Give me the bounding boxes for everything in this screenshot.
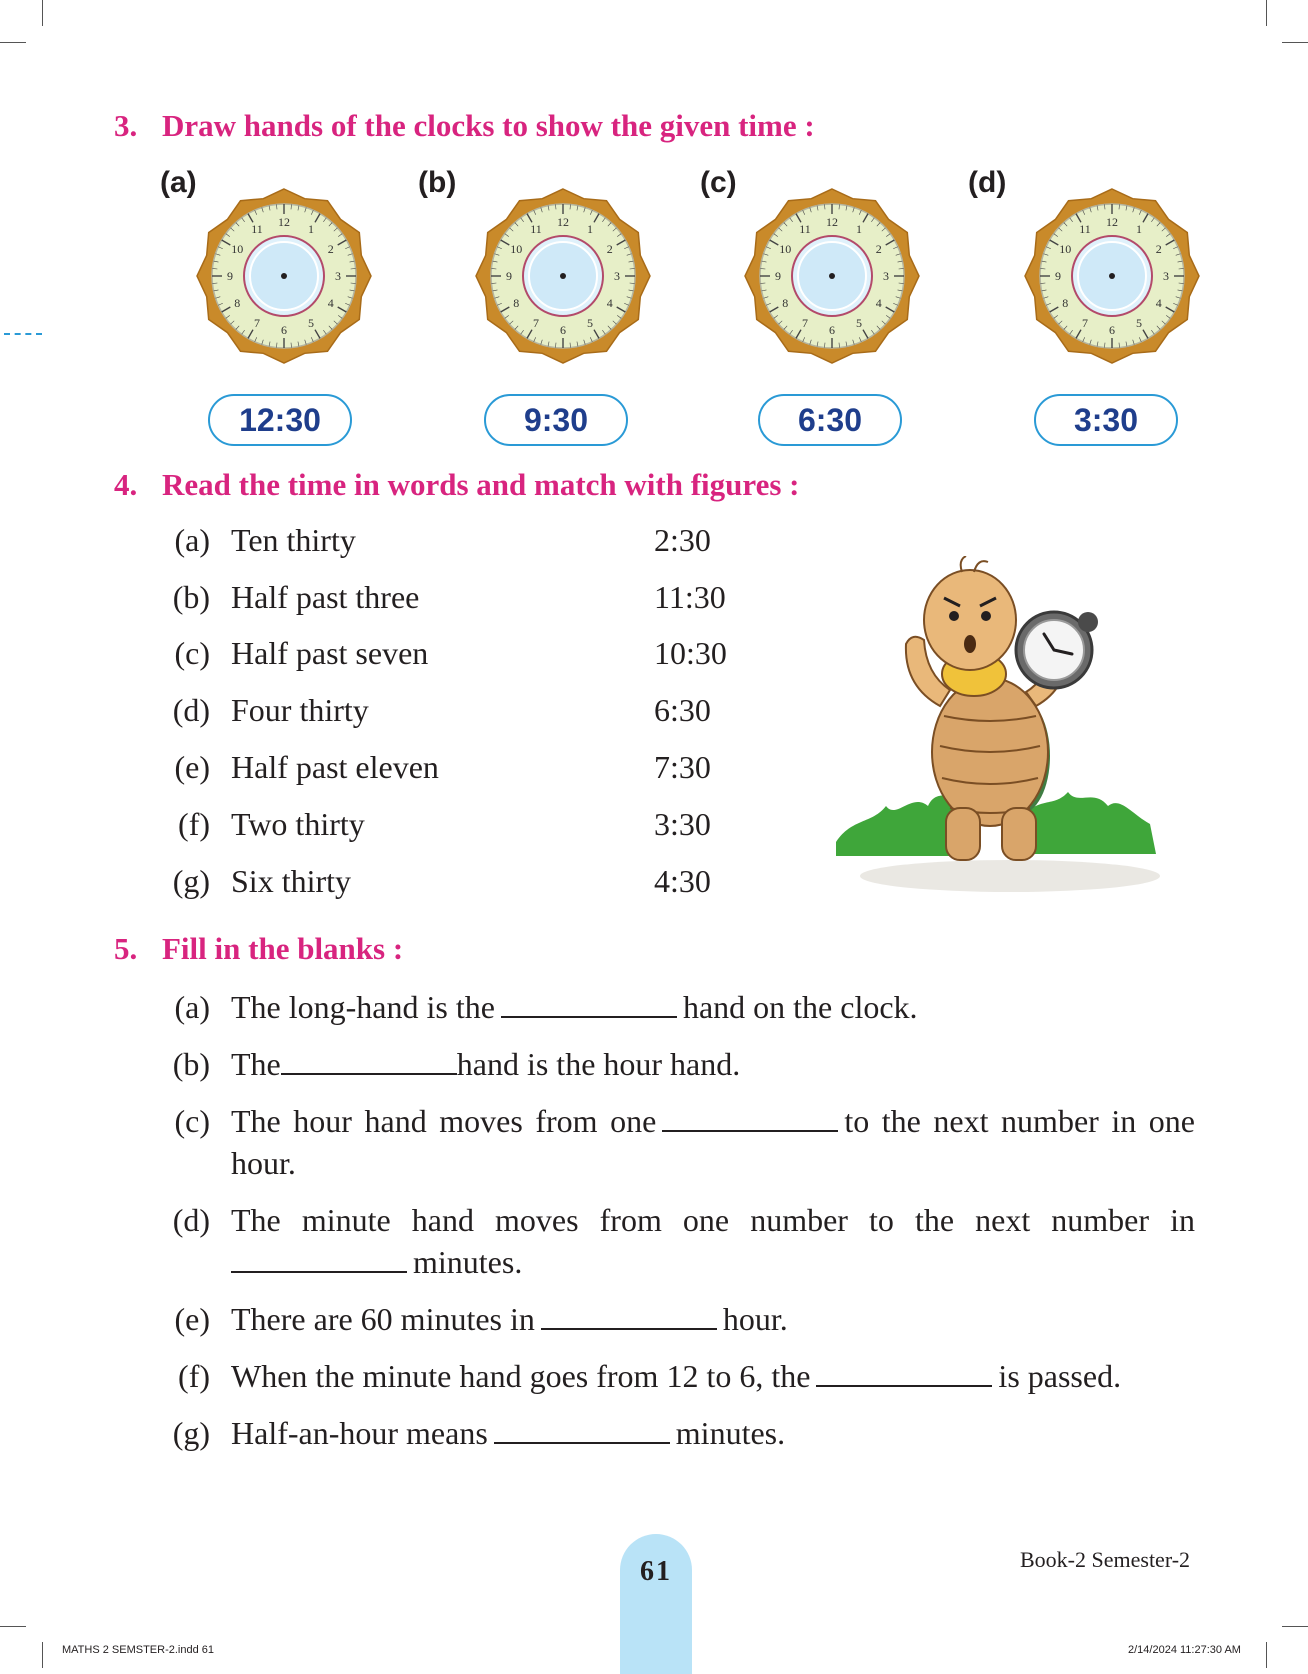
clock-label-c: (c) xyxy=(700,166,737,199)
clock-number: 11 xyxy=(251,222,263,237)
clock-center-dot xyxy=(1109,273,1115,279)
crop-mark xyxy=(1266,0,1267,26)
fill-row-b xyxy=(160,1043,1195,1085)
match-figure[interactable]: 2:30 xyxy=(654,522,711,558)
book-label: Book-2 Semester-2 xyxy=(1020,1547,1191,1572)
match-label: (g) xyxy=(172,863,210,899)
clock-number: 5 xyxy=(587,315,593,330)
clock-number: 1 xyxy=(308,222,314,237)
page-number: 61 xyxy=(640,1556,672,1587)
clock-number: 7 xyxy=(802,315,808,330)
time-box-c: 6:30 xyxy=(758,394,902,446)
fill-text-after: to the next number in one hour. xyxy=(231,1103,1196,1181)
blank-line[interactable] xyxy=(231,1241,407,1273)
q5-number: 5. xyxy=(114,931,138,966)
crop-mark xyxy=(1266,1642,1267,1668)
match-label: (d) xyxy=(172,692,210,728)
fill-label: (d) xyxy=(172,1202,210,1238)
q5-title: Fill in the blanks : xyxy=(162,931,404,966)
fill-text-after: hand is the hour hand. xyxy=(456,1046,741,1082)
held-clock-bell xyxy=(1078,612,1098,632)
clock-number: 8 xyxy=(782,296,789,310)
fill-text-after: minutes. xyxy=(675,1415,786,1451)
match-words[interactable]: Four thirty xyxy=(231,692,369,728)
fill-text-after: hour. xyxy=(722,1301,788,1337)
clock-number: 10 xyxy=(510,242,523,256)
clock-center-dot xyxy=(281,273,287,279)
match-label: (c) xyxy=(174,635,210,671)
q5-heading xyxy=(114,931,403,967)
match-words[interactable]: Half past eleven xyxy=(231,749,439,785)
grass xyxy=(1022,792,1156,854)
tortoise-head xyxy=(924,570,1016,670)
q3-heading xyxy=(114,108,815,144)
fill-label: (c) xyxy=(174,1103,210,1139)
blank-line[interactable] xyxy=(494,1412,670,1444)
ground-shadow xyxy=(860,860,1160,892)
clock-label-a: (a) xyxy=(160,166,197,199)
clock-number: 12 xyxy=(278,215,290,229)
fill-text-after: hand on the clock. xyxy=(682,989,918,1025)
fill-text-before: There are 60 minutes in xyxy=(231,1301,535,1337)
clock-number: 8 xyxy=(1062,296,1069,310)
blank-line[interactable] xyxy=(816,1355,992,1387)
clock-number: 1 xyxy=(1136,222,1142,237)
clock-number: 1 xyxy=(587,222,593,237)
clock-number: 12 xyxy=(826,215,838,229)
match-label: (b) xyxy=(172,579,210,615)
left-eye xyxy=(949,611,959,621)
clock-number: 6 xyxy=(1109,323,1115,337)
clock-number: 3 xyxy=(883,269,889,283)
match-words[interactable]: Half past seven xyxy=(231,635,429,671)
blank-line[interactable] xyxy=(541,1298,717,1330)
crop-mark xyxy=(42,0,43,26)
margin-dashes xyxy=(4,333,42,335)
q3-number: 3. xyxy=(114,108,138,143)
fill-label: (f) xyxy=(178,1358,210,1394)
clock-number: 5 xyxy=(856,315,862,330)
crop-mark xyxy=(1282,1626,1308,1627)
clock-number: 3 xyxy=(1163,269,1169,283)
fill-row-c xyxy=(160,1100,1195,1184)
mouth xyxy=(964,635,976,653)
q4-number: 4. xyxy=(114,467,138,502)
crop-mark xyxy=(0,1626,26,1627)
clock-number: 4 xyxy=(1155,296,1162,310)
fill-text-before: When the minute hand goes from 12 to 6, the xyxy=(231,1358,811,1394)
clock-number: 12 xyxy=(1106,215,1118,229)
clock-number: 7 xyxy=(533,315,539,330)
q3-title: Draw hands of the clocks to show the given time : xyxy=(162,108,815,143)
match-words[interactable]: Half past three xyxy=(231,579,420,615)
fill-label: (e) xyxy=(174,1301,210,1337)
clock-number: 10 xyxy=(231,242,244,256)
print-timestamp: 2/14/2024 11:27:30 AM xyxy=(1128,1644,1241,1656)
match-figure[interactable]: 11:30 xyxy=(654,579,726,615)
crop-mark xyxy=(1282,42,1308,43)
tortoise-with-clock-illustration xyxy=(832,556,1188,896)
clock-number: 6 xyxy=(560,323,566,337)
clock-number: 11 xyxy=(799,222,811,237)
fill-text-before: Half-an-hour means xyxy=(231,1415,488,1451)
clock-number: 11 xyxy=(1079,222,1091,237)
fill-text-before: The xyxy=(231,1046,281,1082)
fill-text-before: The minute hand moves from one number to the next number in xyxy=(231,1202,1195,1238)
clock-number: 6 xyxy=(829,323,835,337)
clock-center-dot xyxy=(560,273,566,279)
q4-heading xyxy=(114,467,800,503)
clock-number: 8 xyxy=(513,296,520,310)
grass xyxy=(836,792,960,856)
match-label: (e) xyxy=(174,749,210,785)
clock-face-c[interactable] xyxy=(744,188,920,364)
match-words[interactable]: Ten thirty xyxy=(231,522,356,558)
clock-number: 6 xyxy=(281,323,287,337)
q4-title: Read the time in words and match with figures : xyxy=(162,467,800,502)
clock-number: 2 xyxy=(875,242,882,256)
clock-center-dot xyxy=(829,273,835,279)
clock-face-a[interactable] xyxy=(196,188,372,364)
fill-text-before: The hour hand moves from one xyxy=(231,1103,657,1139)
clock-number: 5 xyxy=(308,315,314,330)
fill-row-g xyxy=(160,1412,1195,1454)
fill-row-e xyxy=(160,1298,1195,1340)
clock-face-b[interactable] xyxy=(475,188,651,364)
right-eye xyxy=(981,611,991,621)
clock-number: 12 xyxy=(557,215,569,229)
match-words[interactable]: Six thirty xyxy=(231,863,352,899)
time-box-a: 12:30 xyxy=(208,394,352,446)
fill-label: (g) xyxy=(172,1415,210,1451)
file-slug: MATHS 2 SEMSTER-2.indd 61 xyxy=(62,1644,215,1656)
clock-number: 2 xyxy=(327,242,334,256)
match-figure[interactable]: 7:30 xyxy=(654,749,711,785)
clock-number: 11 xyxy=(530,222,542,237)
clock-number: 7 xyxy=(254,315,260,330)
clock-number: 4 xyxy=(875,296,882,310)
clock-label-d: (d) xyxy=(968,166,1007,199)
clock-number: 9 xyxy=(1055,269,1061,283)
clock-number: 9 xyxy=(227,269,233,283)
clock-number: 2 xyxy=(1155,242,1162,256)
time-box-d: 3:30 xyxy=(1034,394,1178,446)
crop-mark xyxy=(0,42,26,43)
fill-text-before: The long-hand is the xyxy=(231,989,495,1025)
blank-line[interactable] xyxy=(281,1043,457,1075)
fill-row-a xyxy=(160,986,1195,1028)
clock-number: 9 xyxy=(775,269,781,283)
clock-label-b: (b) xyxy=(418,166,457,199)
fill-row-f xyxy=(160,1355,1195,1397)
clock-number: 8 xyxy=(234,296,241,310)
fill-label: (b) xyxy=(172,1046,210,1082)
clock-face-d[interactable] xyxy=(1024,188,1200,364)
clock-number: 3 xyxy=(614,269,620,283)
clock-number: 4 xyxy=(606,296,613,310)
fill-text-after: minutes. xyxy=(413,1244,523,1280)
clock-number: 10 xyxy=(1059,242,1072,256)
match-figure[interactable]: 10:30 xyxy=(654,635,727,671)
match-figure[interactable]: 3:30 xyxy=(654,806,711,842)
fill-label: (a) xyxy=(174,989,210,1025)
blank-line[interactable] xyxy=(662,1100,838,1132)
left-leg xyxy=(946,808,980,860)
match-words[interactable]: Two thirty xyxy=(231,806,365,842)
match-label: (a) xyxy=(174,522,210,558)
match-label: (f) xyxy=(178,806,210,842)
clock-number: 5 xyxy=(1136,315,1142,330)
clock-number: 7 xyxy=(1082,315,1088,330)
blank-line[interactable] xyxy=(501,986,677,1018)
match-figure[interactable]: 4:30 xyxy=(654,863,711,899)
page-number-tab xyxy=(620,1534,692,1674)
match-figure[interactable]: 6:30 xyxy=(654,692,711,728)
fill-text-after: is passed. xyxy=(998,1358,1122,1394)
right-leg xyxy=(1002,808,1036,860)
crop-mark xyxy=(42,1642,43,1668)
clock-number: 3 xyxy=(335,269,341,283)
clock-number: 4 xyxy=(327,296,334,310)
fill-row-d xyxy=(160,1199,1195,1283)
clock-number: 9 xyxy=(506,269,512,283)
clock-number: 2 xyxy=(606,242,613,256)
clock-number: 10 xyxy=(779,242,792,256)
clock-number: 1 xyxy=(856,222,862,237)
time-box-b: 9:30 xyxy=(484,394,628,446)
